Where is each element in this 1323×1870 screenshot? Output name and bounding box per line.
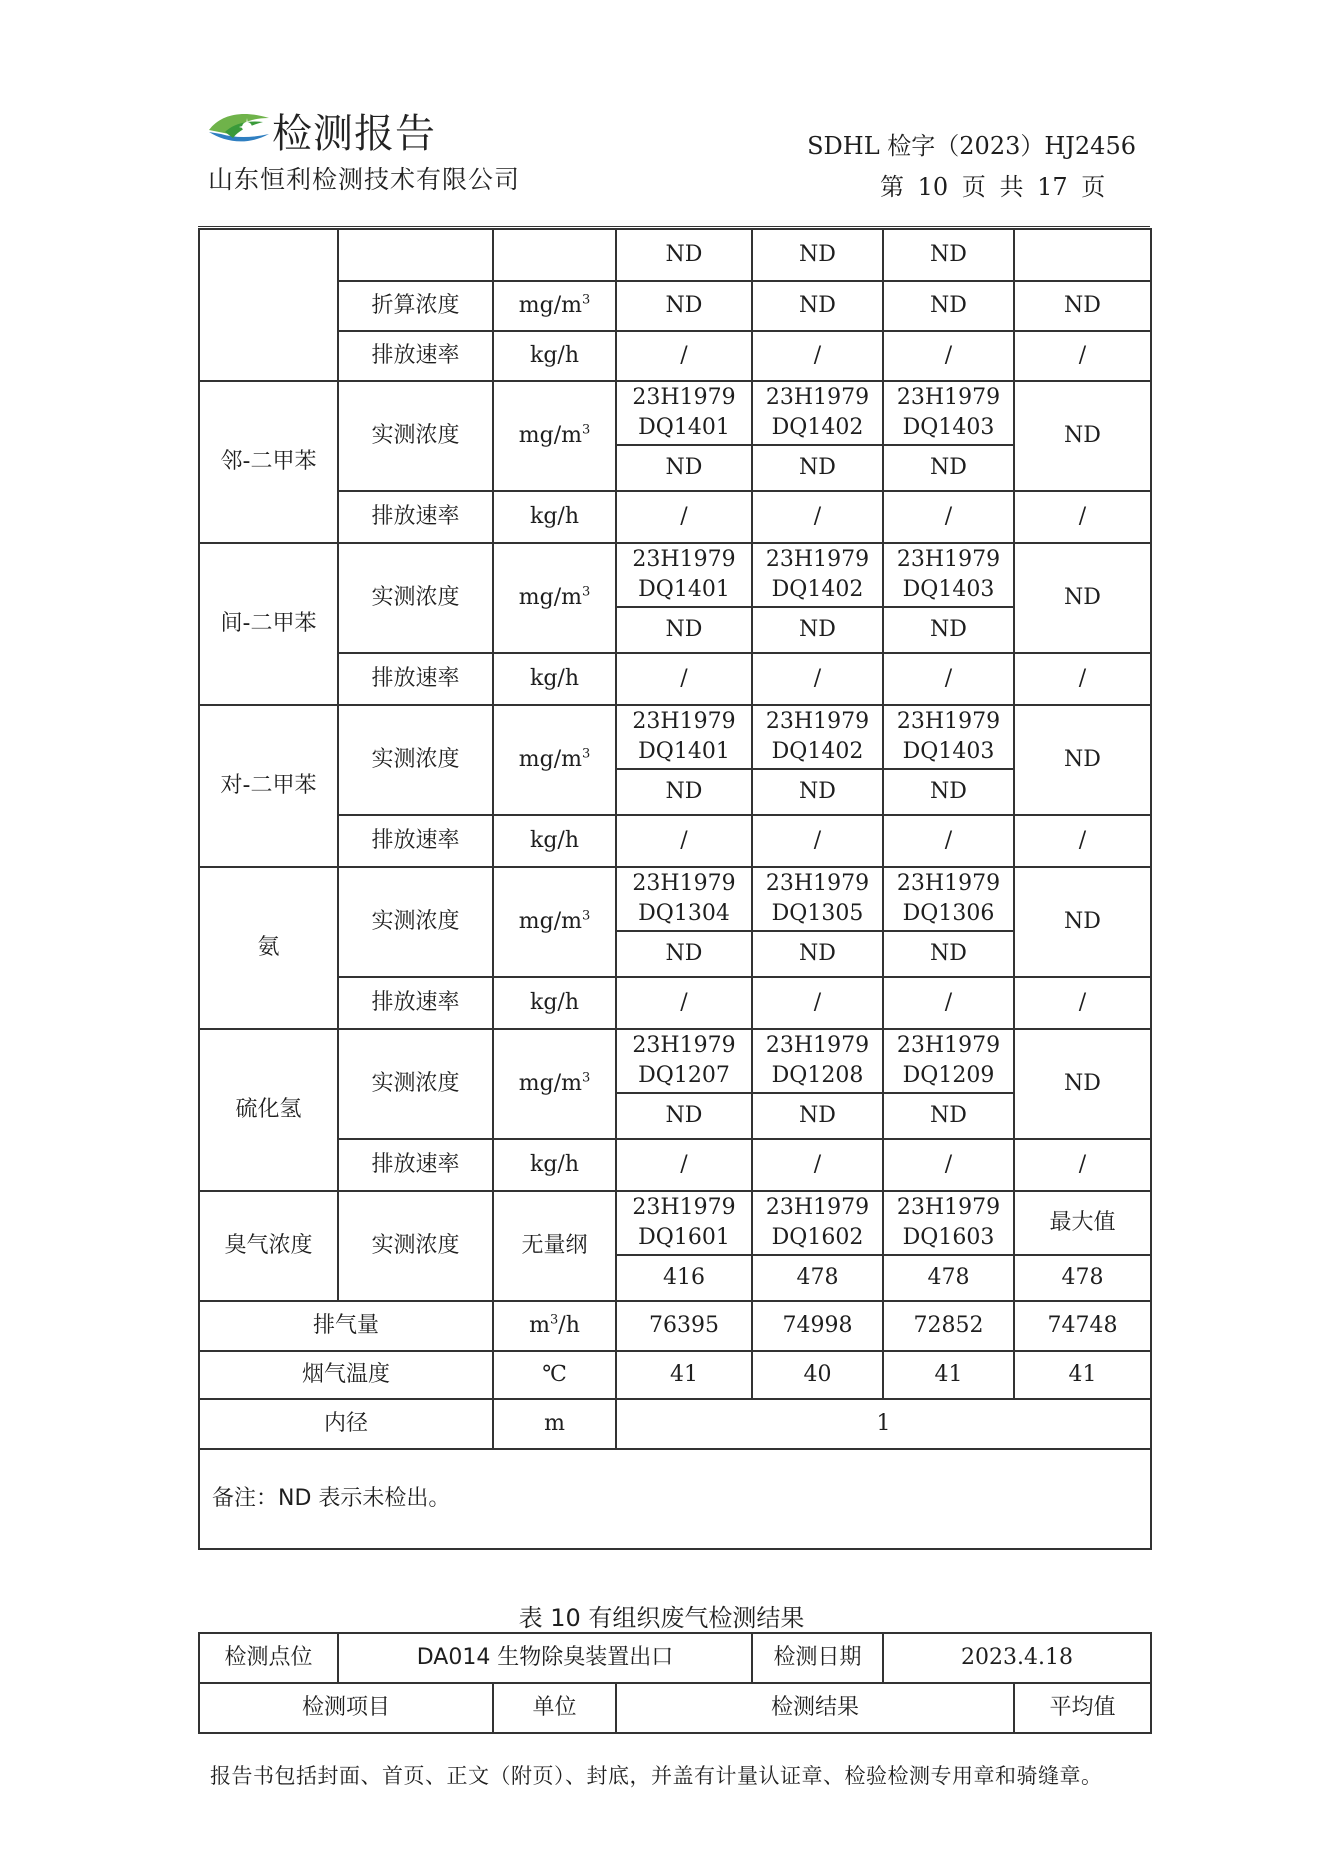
- sample-code-cell: [883, 1029, 1014, 1093]
- unit-cell: 无量纲: [493, 1191, 616, 1301]
- sample-code-cell: [752, 705, 883, 769]
- result-cell: /: [752, 491, 883, 543]
- company-name: 山东恒利检测技术有限公司: [208, 165, 521, 194]
- point-label-cell: 检测点位: [199, 1633, 338, 1683]
- sub-item-label: 排放速率: [338, 977, 493, 1029]
- sample-code-cell: [883, 381, 1014, 445]
- unit-cell: m: [493, 1399, 616, 1449]
- result-cell: /: [752, 653, 883, 705]
- sample-code-cell: [616, 381, 752, 445]
- lab-prefix: 23H1979: [896, 547, 1001, 573]
- unit-cell: [493, 229, 616, 281]
- table-row: [199, 705, 1151, 769]
- company-logo: [207, 108, 271, 148]
- unit-cell: [493, 381, 616, 491]
- result-cell: ND: [883, 281, 1014, 331]
- result-cell: 41: [883, 1351, 1014, 1399]
- item-name-cell: 氨: [199, 867, 338, 1029]
- unit-text: /h: [558, 1313, 580, 1339]
- unit-cell: ℃: [493, 1351, 616, 1399]
- result-cell: ND: [616, 1093, 752, 1139]
- sample-code-cell: [883, 705, 1014, 769]
- lab-prefix: 23H1979: [896, 385, 1001, 411]
- result-cell: ND: [883, 607, 1014, 653]
- result-cell: /: [616, 977, 752, 1029]
- result-cell: /: [752, 331, 883, 381]
- result-cell: ND: [883, 931, 1014, 977]
- sub-item-label: 实测浓度: [338, 543, 493, 653]
- unit-text: mg/m: [518, 585, 582, 611]
- table-row: [199, 331, 1151, 381]
- unit-cell: kg/h: [493, 815, 616, 867]
- unit-superscript: 3: [581, 746, 591, 762]
- sample-code: DQ1208: [771, 1063, 864, 1088]
- lab-prefix: 23H1979: [632, 709, 736, 735]
- sample-code: DQ1402: [771, 739, 864, 764]
- item-name-cell: 间-二甲苯: [199, 543, 338, 705]
- unit-superscript: 3: [581, 1070, 591, 1086]
- unit-cell: [493, 1029, 616, 1139]
- lab-prefix: 23H1979: [896, 871, 1001, 897]
- result-cell: 41: [616, 1351, 752, 1399]
- result-cell: /: [752, 1139, 883, 1191]
- table-row: [199, 1301, 1151, 1351]
- lab-prefix: 23H1979: [632, 1033, 736, 1059]
- item-name-cell: 臭气浓度: [199, 1191, 338, 1301]
- table-row: [199, 653, 1151, 705]
- sample-code: DQ1403: [902, 577, 995, 602]
- date-label-cell: 检测日期: [752, 1633, 883, 1683]
- result-cell: ND: [616, 607, 752, 653]
- lab-prefix: 23H1979: [896, 1195, 1001, 1221]
- unit-cell: kg/h: [493, 653, 616, 705]
- result-cell: /: [752, 815, 883, 867]
- result-cell: ND: [616, 769, 752, 815]
- page-current: 10: [917, 173, 949, 201]
- table-row: [199, 229, 1151, 281]
- sample-code-cell: [616, 543, 752, 607]
- unit-cell: [493, 281, 616, 331]
- sample-code-cell: [616, 1191, 752, 1255]
- result-cell: 1: [616, 1399, 1151, 1449]
- result-cell: ND: [616, 931, 752, 977]
- sub-item-label: 折算浓度: [338, 281, 493, 331]
- avg-cell: /: [1014, 653, 1151, 705]
- table-caption: 表 10 有组织废气检测结果: [518, 1604, 805, 1632]
- sample-code-cell: [616, 705, 752, 769]
- sub-item-label: 实测浓度: [338, 705, 493, 815]
- lab-prefix: 23H1979: [765, 871, 870, 897]
- lab-prefix: 23H1979: [896, 1033, 1001, 1059]
- unit-text: mg/m: [518, 423, 582, 449]
- result-cell: /: [883, 491, 1014, 543]
- page-label-suffix: 页: [1081, 173, 1106, 201]
- sub-item-label: 排放速率: [338, 491, 493, 543]
- lab-prefix: 23H1979: [632, 1195, 736, 1221]
- table-row: [199, 1139, 1151, 1191]
- lab-prefix: 23H1979: [765, 385, 870, 411]
- unit-superscript: 3: [581, 908, 591, 924]
- remarks-cell: 备注：ND 表示未检出。: [199, 1449, 1151, 1549]
- item-header-cell: 检测项目: [199, 1683, 493, 1733]
- result-cell: ND: [883, 229, 1014, 281]
- unit-cell: kg/h: [493, 977, 616, 1029]
- sub-item-label: 排放速率: [338, 653, 493, 705]
- unit-text: mg/m: [518, 747, 582, 773]
- unit-header-cell: 单位: [493, 1683, 616, 1733]
- sample-code-cell: [616, 867, 752, 931]
- unit-cell: kg/h: [493, 331, 616, 381]
- avg-cell: 74748: [1014, 1301, 1151, 1351]
- result-cell: 478: [752, 1255, 883, 1301]
- results-table: [198, 228, 1152, 1550]
- table-row: [199, 1029, 1151, 1093]
- sub-item-label: 排放速率: [338, 815, 493, 867]
- page-label-mid: 页 共: [961, 173, 1024, 201]
- avg-cell: [1014, 229, 1151, 281]
- sample-code: DQ1403: [902, 739, 995, 764]
- result-cell: ND: [752, 607, 883, 653]
- sample-code: DQ1603: [902, 1225, 995, 1250]
- result-cell: /: [883, 815, 1014, 867]
- item-name-cell: 对-二甲苯: [199, 705, 338, 867]
- result-cell: ND: [752, 931, 883, 977]
- result-cell: /: [883, 653, 1014, 705]
- avg-cell: 41: [1014, 1351, 1151, 1399]
- avg-cell: ND: [1014, 381, 1151, 491]
- lab-prefix: 23H1979: [632, 871, 736, 897]
- sub-item-label: 实测浓度: [338, 1029, 493, 1139]
- header-divider: [198, 226, 1150, 227]
- unit-superscript: 3: [581, 292, 591, 308]
- table-row: [199, 1399, 1151, 1449]
- avg-cell: ND: [1014, 705, 1151, 815]
- result-cell: ND: [752, 1093, 883, 1139]
- sample-code: DQ1601: [638, 1225, 730, 1250]
- result-cell: 76395: [616, 1301, 752, 1351]
- report-brand-title: 检测报告: [272, 111, 436, 157]
- page-label-prefix: 第: [880, 173, 904, 201]
- result-cell: ND: [752, 281, 883, 331]
- page-total: 17: [1037, 173, 1068, 201]
- unit-cell: [493, 543, 616, 653]
- table-row: [199, 381, 1151, 445]
- page-indicator: [880, 167, 1105, 202]
- avg-cell: ND: [1014, 281, 1151, 331]
- avg-cell: ND: [1014, 543, 1151, 653]
- avg-cell: ND: [1014, 867, 1151, 977]
- sample-code-cell: [752, 543, 883, 607]
- sample-code-cell: [752, 1191, 883, 1255]
- result-cell: 74998: [752, 1301, 883, 1351]
- footer-note: 报告书包括封面、首页、正文（附页）、封底，并盖有计量认证章、检验检测专用章和骑缝章。: [210, 1764, 1103, 1788]
- unit-text: m: [529, 1313, 550, 1339]
- table-row: [199, 1449, 1151, 1549]
- table-row: [199, 1191, 1151, 1255]
- table-row: [199, 1633, 1151, 1683]
- sample-code: DQ1402: [771, 415, 864, 440]
- unit-cell: kg/h: [493, 1139, 616, 1191]
- result-cell: ND: [752, 769, 883, 815]
- result-cell: 416: [616, 1255, 752, 1301]
- unit-cell: [493, 1301, 616, 1351]
- avg-cell: /: [1014, 331, 1151, 381]
- item-name-cell: [199, 229, 338, 381]
- point-value-cell: DA014 生物除臭装置出口: [338, 1633, 752, 1683]
- report-number: SDHL 检字（2023）HJ2456: [807, 132, 1136, 160]
- lab-prefix: 23H1979: [896, 709, 1001, 735]
- sample-code-cell: [883, 543, 1014, 607]
- sample-code: DQ1401: [638, 577, 730, 602]
- result-cell: /: [883, 331, 1014, 381]
- result-cell: ND: [752, 445, 883, 491]
- result-cell: 478: [883, 1255, 1014, 1301]
- table-row: [199, 1351, 1151, 1399]
- avg-cell: ND: [1014, 1029, 1151, 1139]
- sub-item-label: 实测浓度: [338, 867, 493, 977]
- max-label-cell: 最大值: [1014, 1191, 1151, 1255]
- avg-cell: /: [1014, 977, 1151, 1029]
- lab-prefix: 23H1979: [765, 1195, 870, 1221]
- avg-header-cell: 平均值: [1014, 1683, 1151, 1733]
- table-row: [199, 977, 1151, 1029]
- sample-code: DQ1207: [638, 1063, 730, 1088]
- avg-cell: /: [1014, 491, 1151, 543]
- sub-item-label: 排放速率: [338, 1139, 493, 1191]
- result-cell: /: [752, 977, 883, 1029]
- item-name-cell: 排气量: [199, 1301, 493, 1351]
- unit-text: mg/m: [518, 1071, 582, 1097]
- item-name-cell: 硫化氢: [199, 1029, 338, 1191]
- sample-code-cell: [752, 867, 883, 931]
- sub-item-cell: [338, 229, 493, 281]
- result-cell: ND: [616, 229, 752, 281]
- result-cell: ND: [883, 1093, 1014, 1139]
- sample-code: DQ1209: [902, 1063, 995, 1088]
- item-name-cell: 内径: [199, 1399, 493, 1449]
- result-cell: /: [883, 1139, 1014, 1191]
- avg-cell: /: [1014, 1139, 1151, 1191]
- unit-cell: [493, 867, 616, 977]
- avg-cell: 478: [1014, 1255, 1151, 1301]
- result-cell: ND: [616, 281, 752, 331]
- sub-item-label: 实测浓度: [338, 1191, 493, 1301]
- table-row: [199, 281, 1151, 331]
- unit-superscript: 3: [581, 584, 591, 600]
- sample-code-cell: [752, 381, 883, 445]
- sample-code: DQ1402: [771, 577, 864, 602]
- item-name-cell: 烟气温度: [199, 1351, 493, 1399]
- result-cell: /: [883, 977, 1014, 1029]
- result-cell: /: [616, 331, 752, 381]
- sample-code: DQ1306: [902, 901, 995, 926]
- unit-text: mg/m: [518, 909, 582, 935]
- result-cell: /: [616, 815, 752, 867]
- table-row: [199, 543, 1151, 607]
- sub-item-label: 实测浓度: [338, 381, 493, 491]
- table-row: [199, 815, 1151, 867]
- avg-cell: /: [1014, 815, 1151, 867]
- unit-text: mg/m: [518, 293, 582, 319]
- sample-code-cell: [883, 1191, 1014, 1255]
- sample-code-cell: [616, 1029, 752, 1093]
- sample-code-cell: [883, 867, 1014, 931]
- date-value-cell: 2023.4.18: [883, 1633, 1151, 1683]
- lab-prefix: 23H1979: [765, 1033, 870, 1059]
- result-header-cell: 检测结果: [616, 1683, 1014, 1733]
- result-cell: /: [616, 1139, 752, 1191]
- sample-code: DQ1401: [638, 739, 730, 764]
- result-cell: ND: [616, 445, 752, 491]
- unit-superscript: 3: [581, 422, 591, 438]
- result-cell: /: [616, 491, 752, 543]
- table-row: [199, 867, 1151, 931]
- lab-prefix: 23H1979: [632, 547, 736, 573]
- results-table-10: [198, 1632, 1152, 1734]
- result-cell: /: [616, 653, 752, 705]
- unit-superscript: 3: [550, 1312, 559, 1328]
- lab-prefix: 23H1979: [765, 547, 870, 573]
- lab-prefix: 23H1979: [765, 709, 870, 735]
- item-name-cell: 邻-二甲苯: [199, 381, 338, 543]
- sample-code-cell: [752, 1029, 883, 1093]
- result-cell: ND: [883, 445, 1014, 491]
- sample-code: DQ1403: [902, 415, 995, 440]
- unit-cell: [493, 705, 616, 815]
- unit-cell: kg/h: [493, 491, 616, 543]
- sample-code: DQ1401: [638, 415, 730, 440]
- sample-code: DQ1305: [771, 901, 864, 926]
- sub-item-label: 排放速率: [338, 331, 493, 381]
- table-row: [199, 1683, 1151, 1733]
- result-cell: 40: [752, 1351, 883, 1399]
- sample-code: DQ1304: [638, 901, 730, 926]
- sample-code: DQ1602: [771, 1225, 864, 1250]
- lab-prefix: 23H1979: [632, 385, 736, 411]
- result-cell: ND: [752, 229, 883, 281]
- table-row: [199, 491, 1151, 543]
- result-cell: 72852: [883, 1301, 1014, 1351]
- result-cell: ND: [883, 769, 1014, 815]
